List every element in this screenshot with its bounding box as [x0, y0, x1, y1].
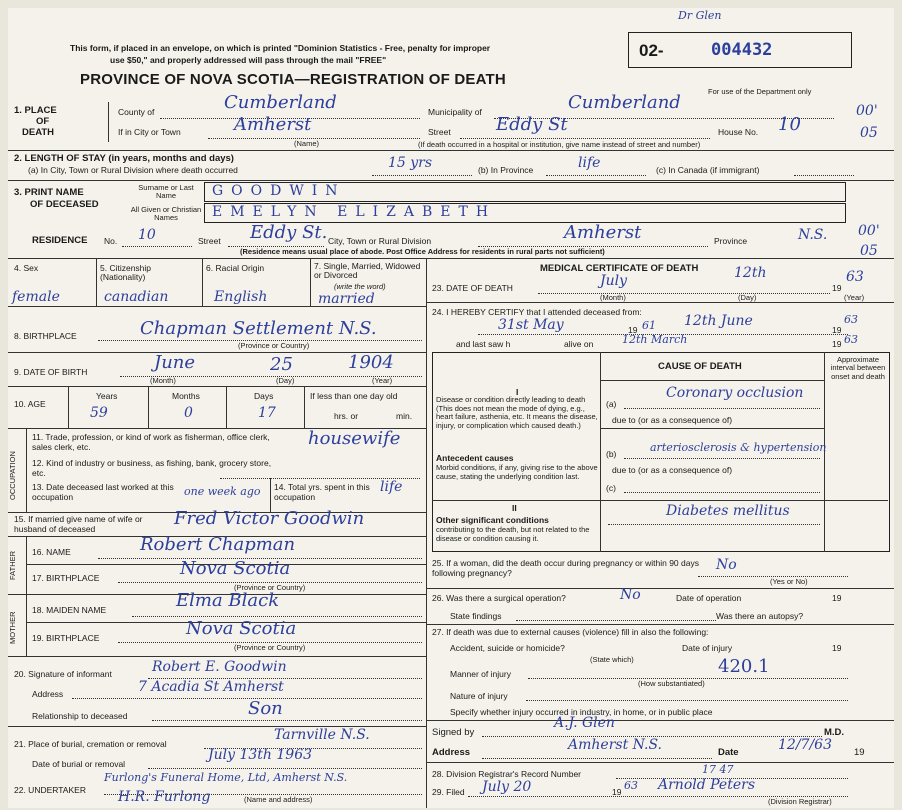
hrs-label: hrs. or: [334, 411, 359, 421]
yesno-caption: (Yes or No): [770, 577, 808, 586]
notice-line2: use $50," and properly addressed will pass through the mail "FREE": [110, 55, 387, 65]
interval-label: Approximate interval between onset and death: [830, 355, 886, 381]
specify-label: Specify whether injury occurred in industry, in home, or in public place: [450, 707, 713, 717]
burial-date-value: July 13th 1963: [208, 747, 313, 763]
undertaker-caption: (Name and address): [244, 795, 313, 804]
sig-date-19: 19: [854, 747, 865, 758]
antecedent-note: Morbid conditions, if any, giving rise to the above cause, stating the underlying condition last.: [436, 463, 598, 481]
mother-birth-value: Nova Scotia: [186, 618, 297, 639]
dob-month: June: [154, 352, 196, 373]
q25-label: 25. If a woman, did the death occur during pregnancy or within 90 days following pregnancy?: [432, 558, 699, 579]
undertaker-firm: Furlong's Funeral Home, Ltd, Amherst N.S.: [104, 771, 348, 784]
lastseen-year: 63: [844, 333, 858, 346]
marital-note: (write the word): [334, 282, 386, 291]
sig-address-value: Amherst N.S.: [568, 737, 662, 753]
given-value: EMELYN ELIZABETH: [212, 204, 497, 220]
filed-year: 63: [624, 779, 638, 792]
nature-label: Nature of injury: [450, 691, 508, 701]
death-date-label: 23. DATE OF DEATH: [432, 283, 513, 293]
occupation-q14-value: life: [380, 479, 403, 495]
code-3: 00': [858, 223, 880, 239]
father-birth-value: Nova Scotia: [180, 558, 291, 579]
burial-place-label: 21. Place of burial, cremation or removal: [14, 739, 167, 749]
spouse-value: Fred Victor Goodwin: [174, 508, 365, 529]
residence-label: RESIDENCE: [32, 235, 88, 246]
age-years-value: 59: [90, 405, 108, 421]
informant-sig-value: Robert E. Goodwin: [152, 659, 287, 675]
state-findings-label: State findings: [450, 611, 502, 621]
death-year: 63: [846, 269, 864, 285]
registrar-signature: Arnold Peters: [658, 777, 756, 793]
age-days-value: 17: [258, 405, 276, 421]
occupation-q11: 11. Trade, profession, or kind of work as fisherman, office clerk, sales clerk, etc.: [32, 432, 270, 453]
residence-street-value: Eddy St.: [250, 222, 328, 243]
form-title: PROVINCE OF NOVA SCOTIA—REGISTRATION OF DEATH: [80, 71, 506, 88]
q26-value: No: [620, 587, 641, 603]
given-label: All Given or Christian Names: [130, 205, 202, 222]
record-value: 17 47: [702, 763, 734, 776]
undertaker-label: 22. UNDERTAKER: [14, 785, 86, 795]
cause-c-label: (c): [606, 483, 616, 493]
age-days-label: Days: [254, 391, 274, 401]
mother-maiden-label: 18. MAIDEN NAME: [32, 605, 107, 615]
dept-use: For use of the Department only: [708, 87, 812, 96]
filed-value: July 20: [482, 779, 532, 795]
state-which-caption: (State which): [590, 655, 634, 664]
manner-label: Manner of injury: [450, 669, 511, 679]
city-value: Amherst: [234, 114, 312, 135]
house-value: 10: [778, 114, 801, 135]
q25-value: No: [716, 557, 737, 573]
birthplace-label: 8. BIRTHPLACE: [14, 331, 77, 341]
dob-year: 1904: [348, 352, 394, 373]
signed-by-value: A.J. Glen: [554, 715, 615, 731]
stay-a-value: 15 yrs: [388, 155, 433, 171]
mother-caption: (Province or Country): [234, 643, 306, 652]
cause-b-label: (b): [606, 449, 617, 459]
cause-b-value: arteriosclerosis & hypertension: [650, 441, 827, 454]
residence-province-value: N.S.: [798, 227, 828, 243]
registration-number-box: [628, 32, 852, 68]
occupation-side-label: OCCUPATION: [8, 451, 17, 500]
father-name-value: Robert Chapman: [140, 534, 296, 555]
cause-part-2: II: [512, 503, 517, 513]
occupation-q13: 13. Date deceased last worked at this occupation: [32, 482, 174, 503]
stay-b-label: (b) In Province: [478, 165, 534, 175]
stay-label: 2. LENGTH OF STAY (in years, months and days): [14, 153, 234, 164]
house-label: House No.: [718, 127, 759, 137]
residence-note: (Residence means usual place of abode. Post Office Address for residents in rural parts not sufficient): [240, 247, 605, 256]
md-label: M.D.: [824, 727, 845, 738]
attend-label: 24. I HEREBY CERTIFY that I attended deceased from:: [432, 307, 642, 317]
county-label: County of: [118, 107, 155, 117]
how-caption: (How substantiated): [638, 679, 705, 688]
informant-address-label: Address: [32, 689, 64, 699]
death-year-prefix: 19: [832, 283, 842, 293]
informant-relation-value: Son: [248, 698, 283, 719]
lastseen-19: 19: [832, 339, 842, 349]
filed-label: 29. Filed: [432, 787, 465, 797]
mother-maiden-value: Elma Black: [176, 590, 280, 611]
occupation-q12: 12. Kind of industry or business, as fishing, bank, grocery store, etc.: [32, 458, 272, 479]
death-day-caption: (Day): [738, 293, 757, 302]
day-caption: (Day): [276, 376, 295, 385]
occupation-q11-value: housewife: [308, 428, 401, 449]
sig-date-label: Date: [718, 747, 739, 758]
place-label-of: OF: [36, 116, 50, 127]
attend-from-19: 19: [628, 325, 638, 335]
attend-to-year: 63: [844, 313, 858, 326]
cause-a-label: (a): [606, 399, 617, 409]
antecedent-label: Antecedent causes: [436, 453, 514, 463]
age-months-label: Months: [172, 391, 200, 401]
reg-number: 004432: [711, 40, 773, 60]
residence-no-label: No.: [104, 236, 118, 246]
year-caption: (Year): [372, 376, 393, 385]
signed-by-label: Signed by: [432, 727, 475, 738]
q26-label: 26. Was there a surgical operation?: [432, 593, 566, 603]
spouse-label: 15. If married give name of wife or husband of deceased: [14, 514, 143, 535]
name-caption: (Name): [294, 139, 320, 148]
other-value: Diabetes mellitus: [666, 503, 790, 519]
marital-label: 7. Single, Married, Widowed or Divorced: [314, 261, 421, 280]
op-date-19: 19: [832, 593, 842, 603]
filed-19: 19: [612, 787, 622, 797]
surname-value: GOODWIN: [212, 183, 346, 199]
death-month-caption: (Month): [600, 293, 626, 302]
other-label: Other significant conditions: [436, 515, 549, 525]
residence-no-value: 10: [138, 227, 156, 243]
code-1: 00': [856, 103, 878, 119]
age-label: 10. AGE: [14, 399, 46, 409]
father-side-label: FATHER: [8, 550, 17, 580]
annotation-top: Dr Glen: [678, 9, 722, 22]
informant-address-value: 7 Acadia St Amherst: [138, 679, 284, 695]
racial-value: English: [214, 289, 268, 305]
hospital-note: (If death occurred in a hospital or institution, give name instead of street and number): [418, 140, 701, 149]
father-name-label: 16. NAME: [32, 547, 71, 557]
mother-side-label: MOTHER: [8, 611, 17, 644]
due-label-b: due to (or as a consequence of): [612, 465, 733, 475]
marital-value: married: [318, 291, 375, 307]
residence-city-label: City, Town or Rural Division: [328, 236, 432, 246]
autopsy-label: Was there an autopsy?: [716, 611, 804, 621]
month-caption: (Month): [150, 376, 176, 385]
age-years-label: Years: [96, 391, 118, 401]
burial-date-label: Date of burial or removal: [32, 759, 126, 769]
registrar-caption: (Division Registrar): [768, 797, 832, 806]
death-registration-form: [8, 8, 894, 808]
sig-date-value: 12/7/63: [778, 737, 832, 753]
age-months-value: 0: [184, 405, 193, 421]
lastseen-value: 12th March: [622, 333, 688, 346]
municipality-label: Municipality of: [428, 107, 482, 117]
place-label-death: DEATH: [22, 127, 55, 138]
attend-from-year: 61: [642, 319, 656, 332]
injury-date-label: Date of injury: [682, 643, 733, 653]
place-label: 1. PLACE: [14, 105, 57, 116]
name-label-2: OF DECEASED: [30, 199, 99, 210]
death-month: July: [600, 273, 628, 289]
father-caption: (Province or Country): [234, 583, 306, 592]
lastseen-label: and last saw h: [456, 339, 511, 349]
cause-part-1: I: [516, 387, 519, 397]
code-2: 05: [860, 125, 878, 141]
residence-street-label: Street: [198, 236, 221, 246]
mother-birth-label: 19. BIRTHPLACE: [32, 633, 100, 643]
stay-b-value: life: [578, 155, 601, 171]
attend-to: 12th June: [684, 313, 753, 329]
other-note: contributing to the death, but not related to the disease or condition causing it.: [436, 525, 590, 543]
street-value: Eddy St: [496, 114, 568, 135]
lessday-label: If less than one day old: [310, 391, 398, 401]
undertaker-sig: H.R. Furlong: [118, 789, 211, 805]
cause-title: CAUSE OF DEATH: [658, 361, 742, 372]
dob-label: 9. DATE OF BIRTH: [14, 367, 88, 377]
code-4: 05: [860, 243, 878, 259]
stay-c-label: (c) In Canada (if immigrant): [656, 165, 760, 175]
dob-day: 25: [270, 354, 293, 375]
birthplace-value: Chapman Settlement N.S.: [140, 318, 377, 339]
record-label: 28. Division Registrar's Record Number: [432, 769, 582, 779]
municipality-value: Cumberland: [568, 92, 681, 113]
sex-value: female: [12, 289, 60, 305]
cause-a-value: Coronary occlusion: [666, 385, 804, 401]
citizen-value: canadian: [104, 289, 169, 305]
injury-date-19: 19: [832, 643, 842, 653]
occupation-q14: 14. Total yrs. spent in this occupation: [274, 482, 370, 503]
sex-label: 4. Sex: [14, 263, 39, 273]
sig-address-label: Address: [432, 747, 471, 758]
name-label-1: 3. PRINT NAME: [14, 187, 84, 198]
birthplace-caption: (Province or Country): [238, 341, 310, 350]
surname-label: Surname or Last Name: [138, 183, 194, 200]
accident-label: Accident, suicide or homicide?: [450, 643, 565, 653]
racial-label: 6. Racial Origin: [206, 263, 265, 273]
q27-label: 27. If death was due to external causes (violence) fill in also the following:: [432, 627, 709, 637]
notice-line1: This form, if placed in an envelope, on which is printed "Dominion Statistics - Free, penalty for improper: [70, 43, 491, 53]
attend-to-19: 19: [832, 325, 842, 335]
informant-relation-label: Relationship to deceased: [32, 711, 128, 721]
stay-a-label: (a) In City, Town or Rural Division where death occurred: [28, 165, 238, 175]
death-year-caption: (Year): [844, 293, 865, 302]
citizen-label: 5. Citizenship (Nationality): [100, 263, 152, 282]
lastseen-mid: alive on: [564, 339, 594, 349]
residence-city-value: Amherst: [564, 222, 642, 243]
burial-place-value: Tarnville N.S.: [274, 727, 370, 743]
street-label: Street: [428, 127, 451, 137]
reg-prefix: 02-: [639, 41, 664, 60]
due-label-a: due to (or as a consequence of): [612, 415, 733, 425]
county-value: Cumberland: [224, 92, 337, 113]
city-label: If in City or Town: [118, 127, 181, 137]
death-day: 12th: [734, 265, 767, 281]
attend-from: 31st May: [498, 317, 564, 333]
residence-province-label: Province: [714, 236, 748, 246]
cause-code: 420.1: [718, 656, 770, 677]
disease-label: Disease or condition directly leading to death (This does not mean the mode of dying, e.g., heart failure, asthenia, etc. It means the disease, injury, or complication which caused death.): [436, 395, 598, 430]
father-birth-label: 17. BIRTHPLACE: [32, 573, 100, 583]
informant-sig-label: 20. Signature of informant: [14, 669, 112, 679]
medical-title: MEDICAL CERTIFICATE OF DEATH: [540, 263, 699, 274]
op-date-label: Date of operation: [676, 593, 742, 603]
occupation-q13-value: one week ago: [184, 485, 261, 498]
min-label: min.: [396, 411, 413, 421]
